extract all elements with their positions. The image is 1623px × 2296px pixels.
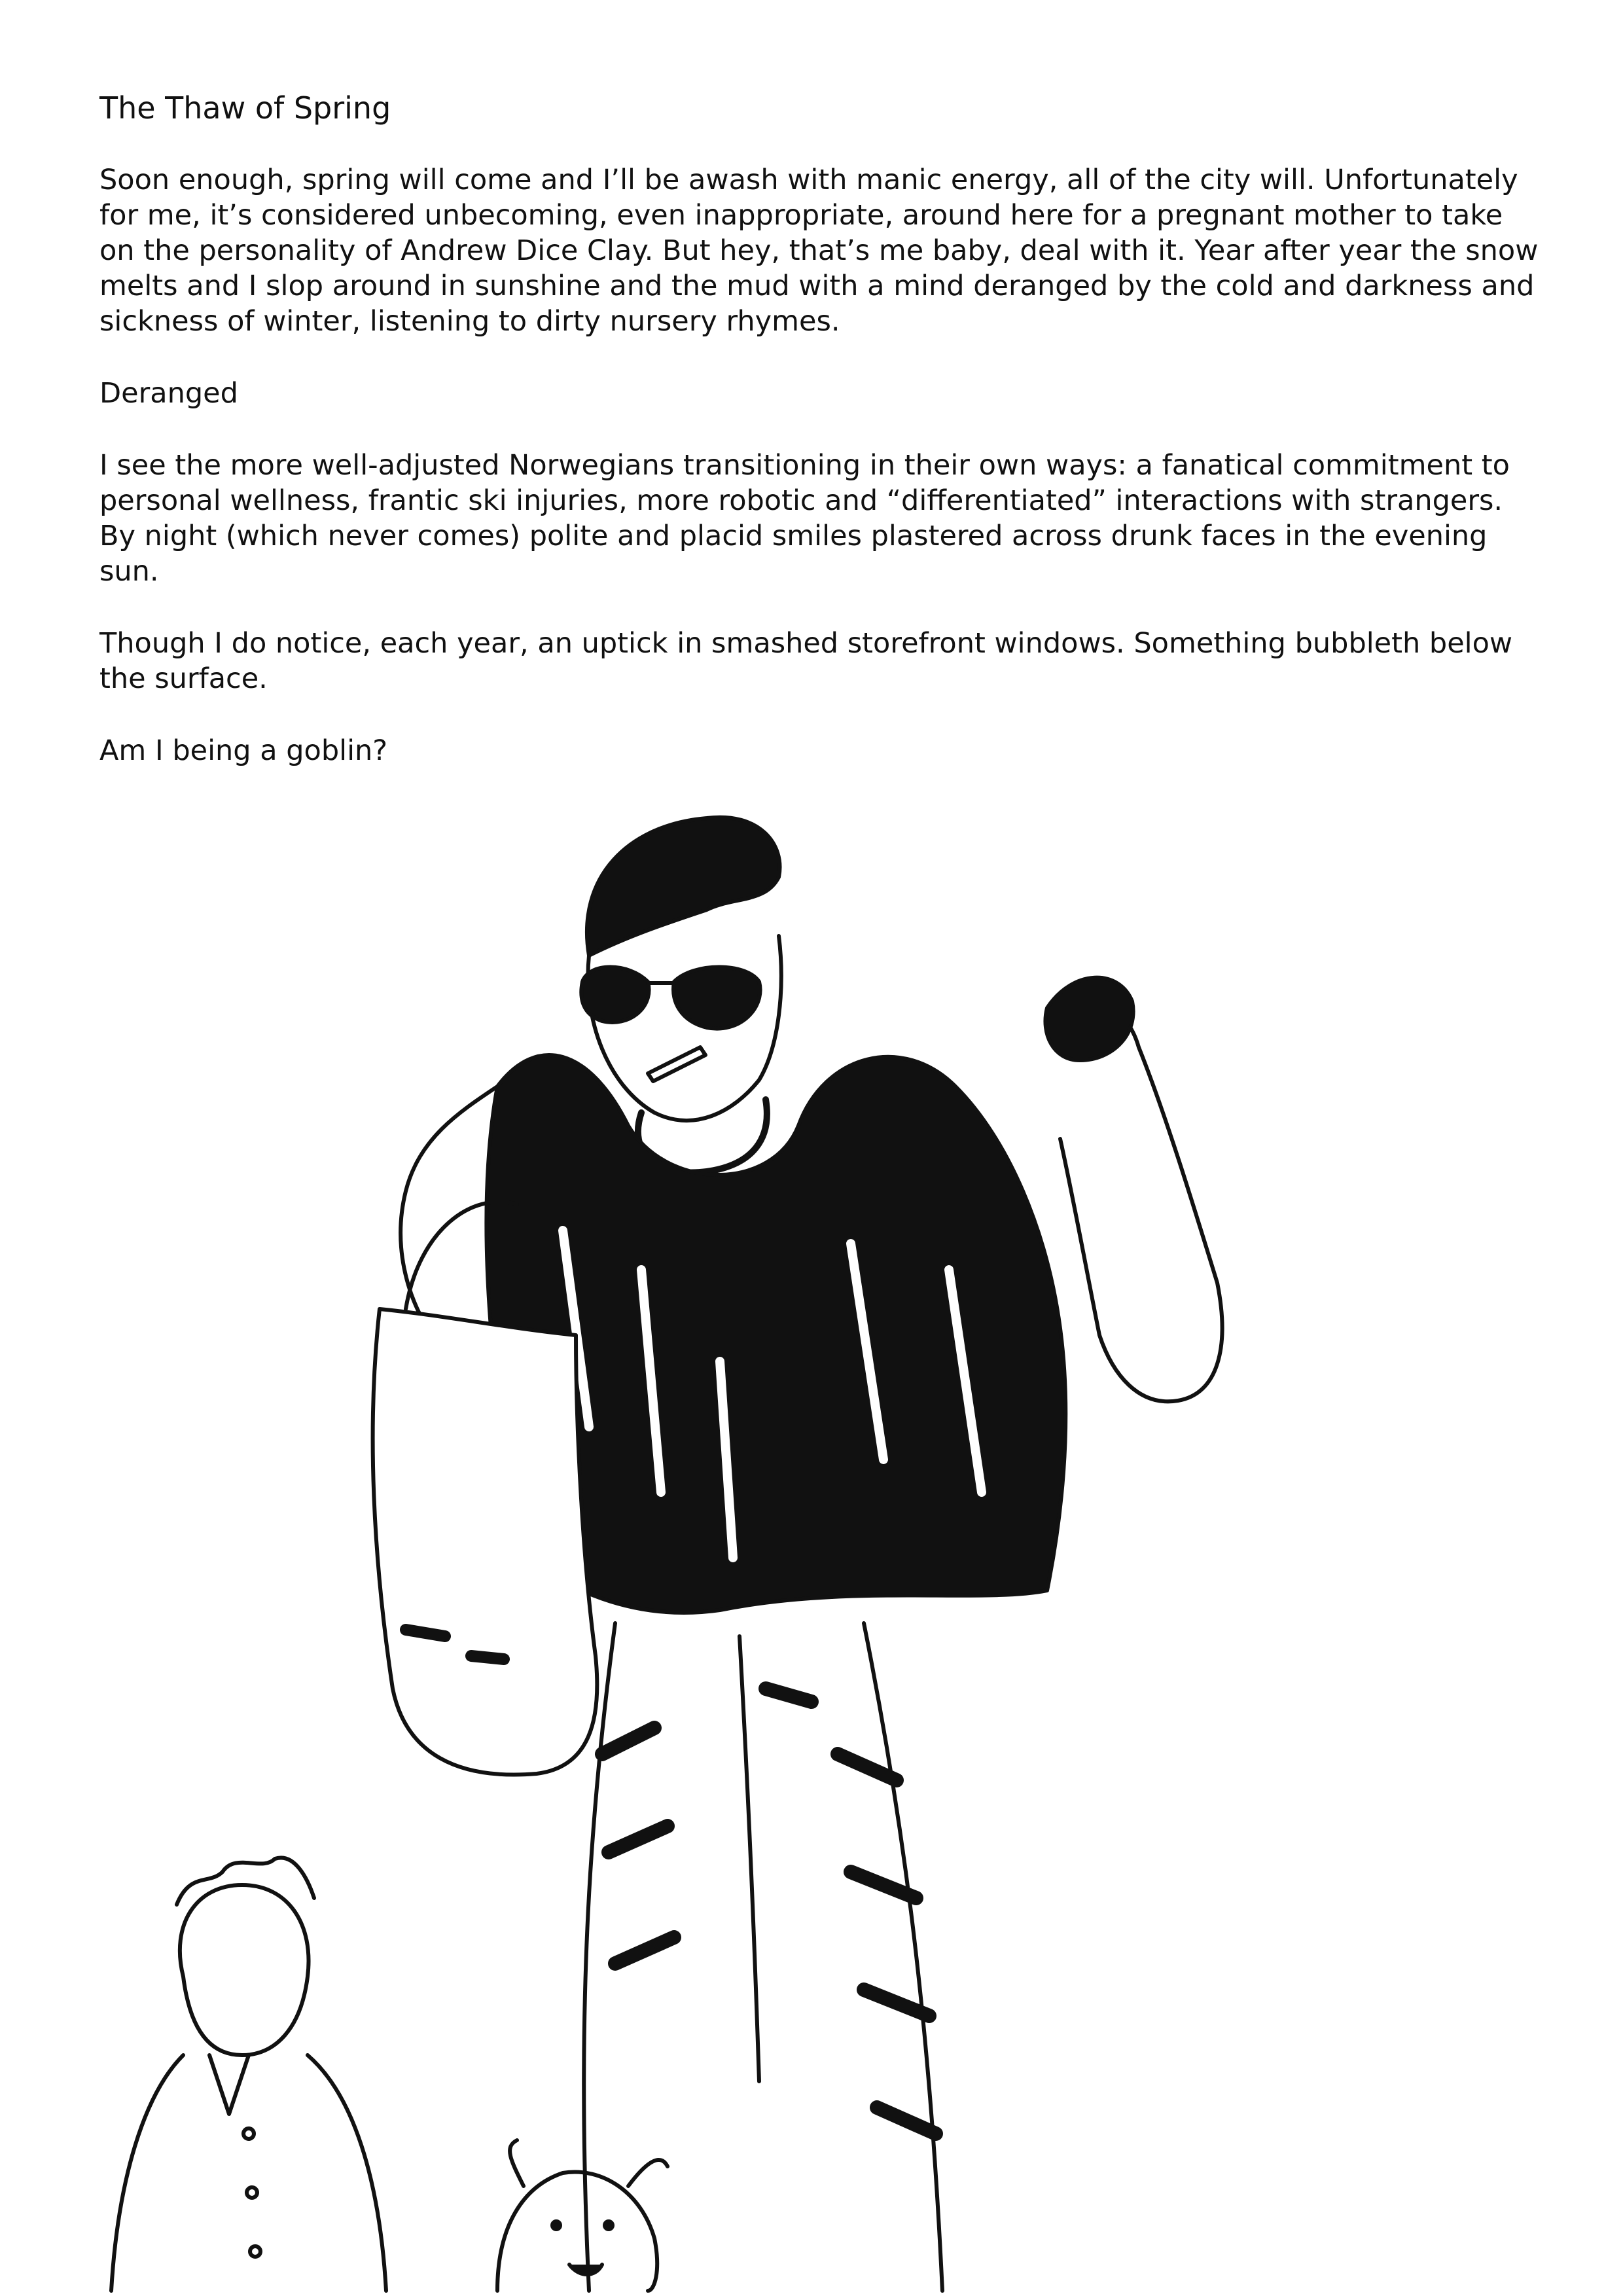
right-arm-drawing (1047, 1003, 1222, 1401)
child-coat-drawing (111, 2055, 386, 2291)
ink-illustration (0, 772, 1623, 2296)
sunglasses-drawing (581, 967, 760, 1029)
coat-button-1 (243, 2128, 254, 2139)
paragraph-2: I see the more well-adjusted Norwegians transitioning in their own ways: a fanatical commitment to personal wellness, frantic ski injuries, more robotic and “differentiated” interactions with strangers. By night (which never comes) polite and placid smiles plastered across drunk faces in the evening sun. (99, 449, 1510, 588)
subheading: Deranged (99, 377, 238, 410)
child-head-drawing (180, 1885, 309, 2055)
page-title: The Thaw of Spring (99, 90, 391, 126)
coat-button-3 (250, 2246, 260, 2257)
paragraph-4: Am I being a goblin? (99, 734, 388, 767)
left-arm-drawing (401, 1086, 497, 1335)
tote-bag-drawing (373, 1309, 597, 1774)
face-drawing (588, 936, 781, 1121)
right-hand-drawing (1045, 978, 1133, 1060)
cigarette-drawing (648, 1047, 705, 1081)
coat-button-2 (247, 2187, 257, 2198)
text-block (99, 90, 1539, 805)
paragraph-3: Though I do notice, each year, an uptick in smashed storefront windows. Something bubbleth below the surface. (99, 627, 1513, 695)
paragraph-1: Soon enough, spring will come and I’ll be awash with manic energy, all of the city will. Unfortunately for me, it’s considered unbecoming, even inappropriate, around here for a pregnant mother to take on the personality of Andrew Dice Clay. But hey, that’s me baby, deal with it. Year after year the snow melts and I slop around in sunshine and the mud with a mind deranged by the cold and darkness and sickness of winter, listening to dirty nursery rhymes. (99, 164, 1539, 338)
hair-drawing (587, 817, 780, 956)
